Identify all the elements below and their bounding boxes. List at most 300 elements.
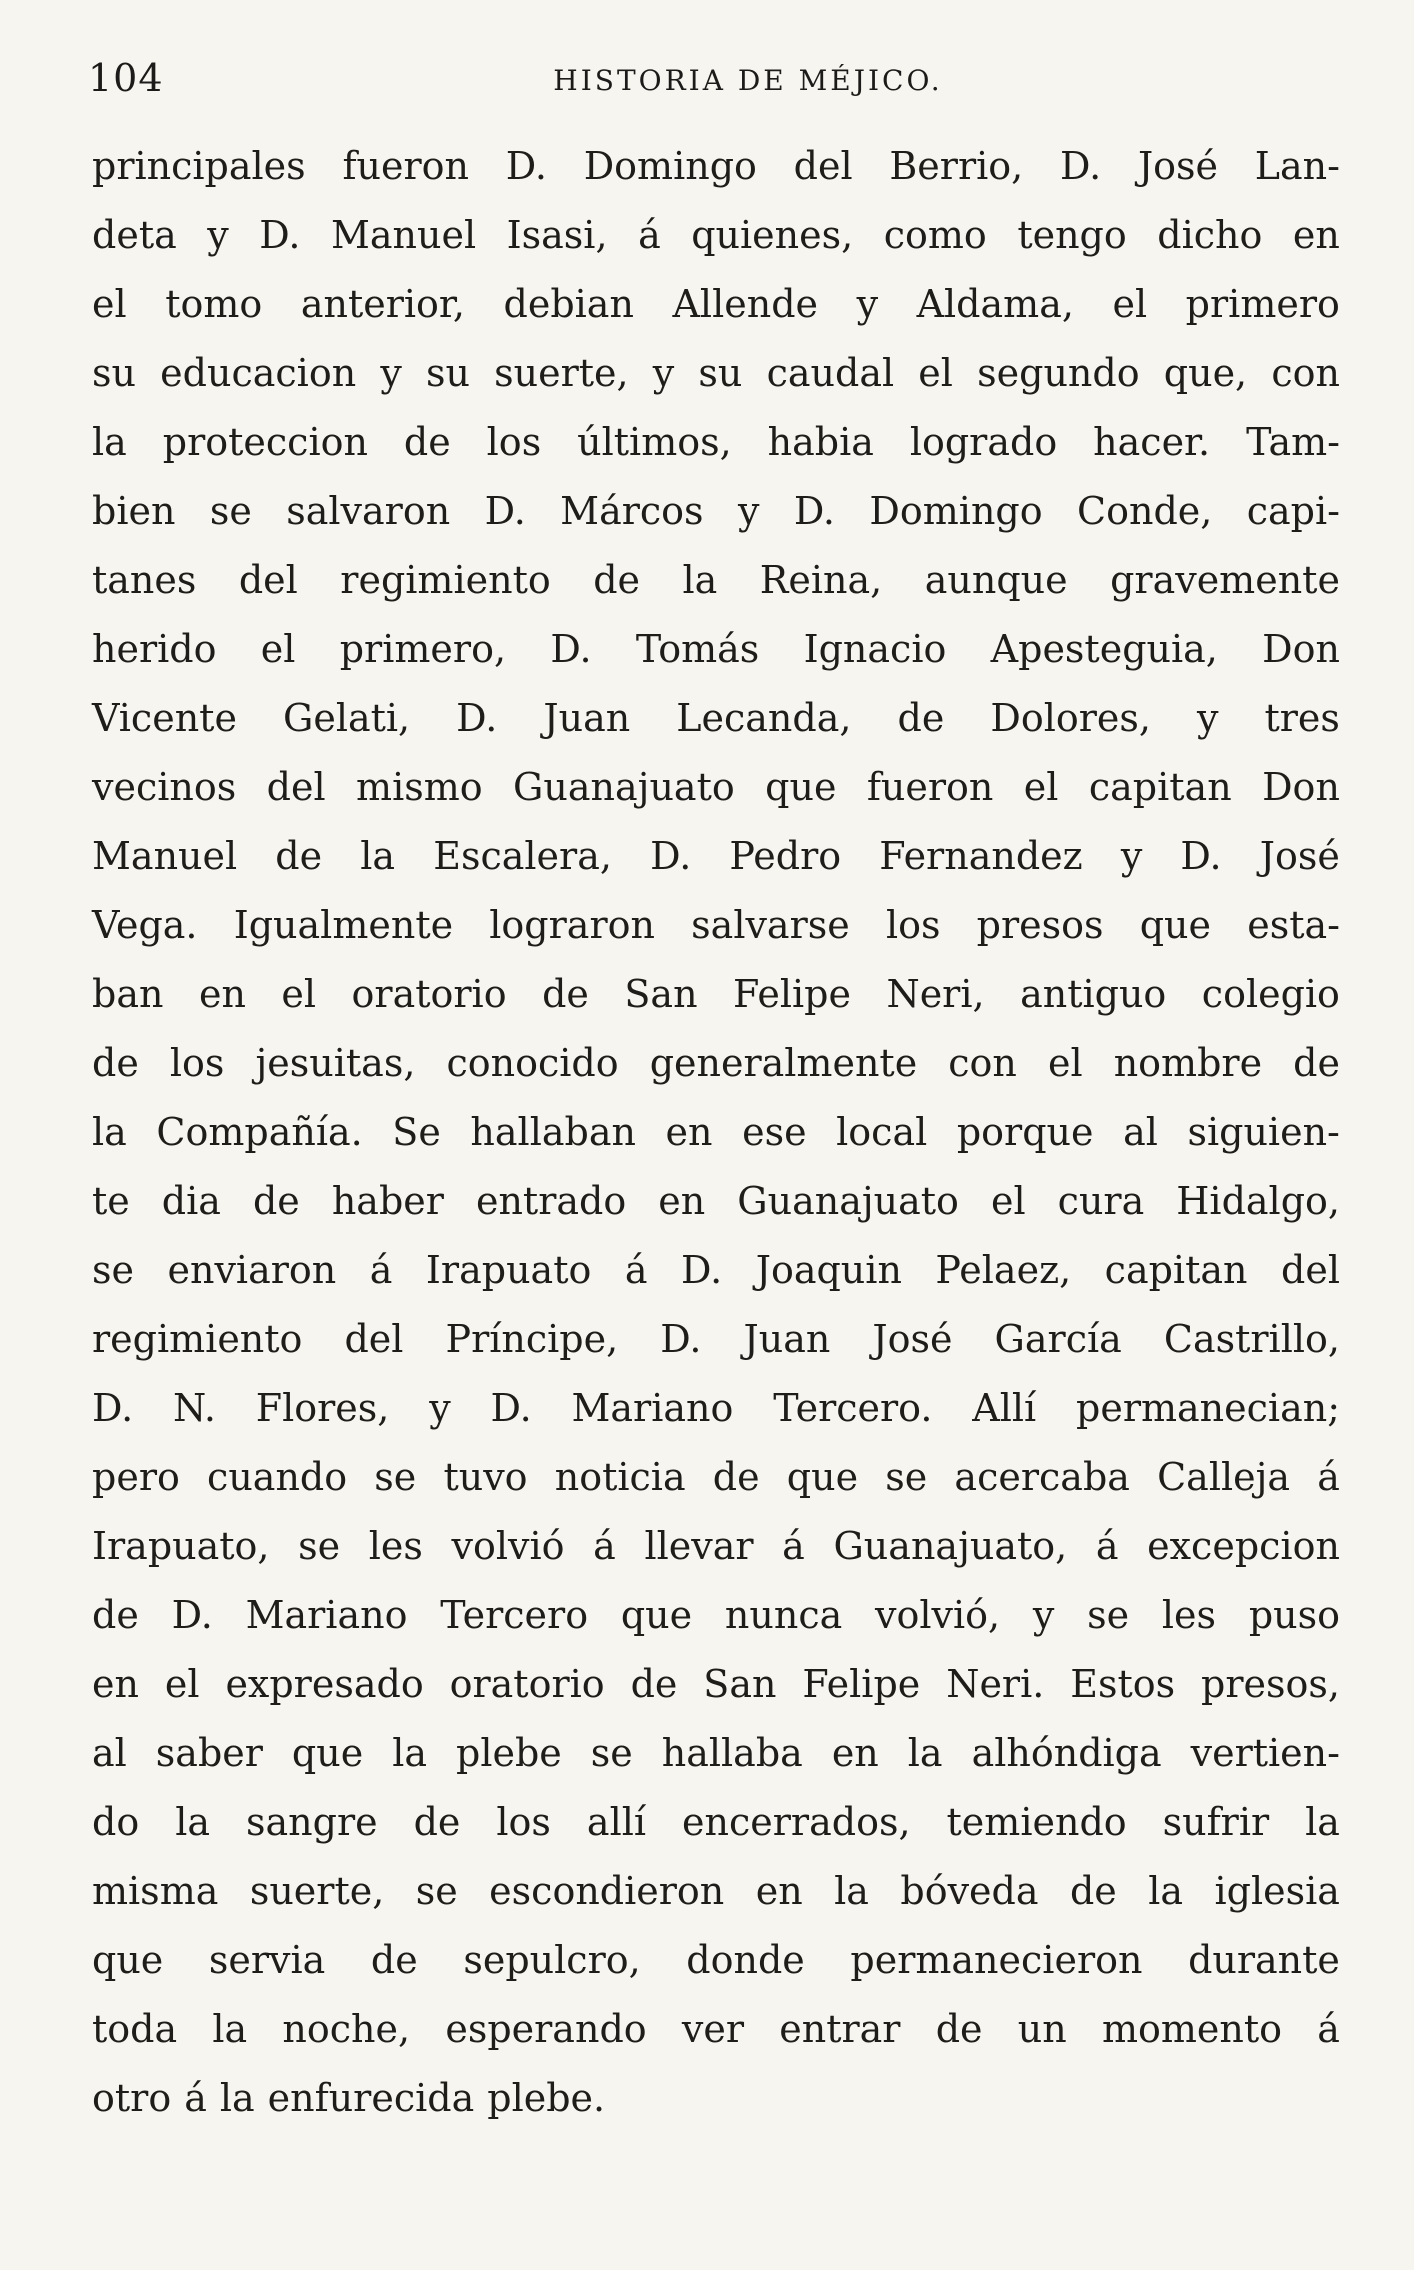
word: Berrio, <box>889 144 1024 188</box>
word: noticia <box>554 1455 686 1499</box>
word: Compañía. <box>156 1110 363 1154</box>
text-line <box>92 1995 1340 2064</box>
word: haber <box>331 1179 444 1223</box>
word: de <box>403 420 451 464</box>
word: durante <box>1188 1938 1340 1982</box>
word: les <box>368 1524 423 1568</box>
word: iglesia <box>1214 1869 1340 1913</box>
word: servia <box>208 1938 326 1982</box>
word: y <box>1032 1593 1055 1637</box>
word: que <box>620 1593 693 1637</box>
word: Lecanda, <box>676 696 852 740</box>
text-line <box>92 1719 1340 1788</box>
word: esperando <box>445 2007 647 2051</box>
word: y <box>1197 696 1219 740</box>
word: de <box>1069 1869 1117 1913</box>
word: del <box>344 1317 404 1361</box>
word: Pedro <box>729 834 842 878</box>
word: aunque <box>924 558 1068 602</box>
word: D. <box>490 1386 532 1430</box>
word: en <box>658 1179 706 1223</box>
word: D. <box>650 834 692 878</box>
word: al <box>92 1731 127 1775</box>
word: te <box>92 1179 130 1223</box>
word: del <box>266 765 326 809</box>
word: Felipe <box>733 972 851 1016</box>
word: y <box>380 351 402 395</box>
word: Allende <box>672 282 819 326</box>
text-line <box>92 546 1340 615</box>
word: debian <box>503 282 634 326</box>
word: tanes <box>92 558 197 602</box>
word: fueron <box>866 765 994 809</box>
word: el <box>281 972 317 1016</box>
word: proteccion <box>162 420 368 464</box>
word: Hidalgo, <box>1176 1179 1340 1223</box>
word: su <box>698 351 743 395</box>
word: excepcion <box>1147 1524 1340 1568</box>
text-line <box>92 1443 1340 1512</box>
word: Juan <box>743 1317 831 1361</box>
word: expresado <box>225 1662 424 1706</box>
word: Tercero <box>440 1593 589 1637</box>
word: Igualmente <box>233 903 454 947</box>
word: Escalera, <box>433 834 612 878</box>
word: Neri, <box>886 972 985 1016</box>
word: Conde, <box>1077 489 1213 533</box>
word: Manuel <box>330 213 477 257</box>
word: caudal <box>766 351 895 395</box>
word: primero <box>1185 282 1340 326</box>
word: y <box>737 489 760 533</box>
word: saber <box>155 1731 263 1775</box>
body-text <box>92 132 1340 2133</box>
word: de <box>630 1662 678 1706</box>
word: Don <box>1262 627 1340 671</box>
word: Apesteguia, <box>990 627 1218 671</box>
word: principales <box>92 144 306 188</box>
word: en <box>665 1110 713 1154</box>
word: Tam- <box>1246 420 1340 464</box>
word: D. <box>1180 834 1222 878</box>
word: en <box>831 1731 879 1775</box>
word: Gelati, <box>282 696 411 740</box>
word: cura <box>1057 1179 1145 1223</box>
word: D. <box>456 696 498 740</box>
word: Irapuato <box>425 1248 592 1292</box>
text-line <box>92 1167 1340 1236</box>
text-line <box>92 1788 1340 1857</box>
word: y <box>429 1386 451 1430</box>
word: de <box>935 2007 983 2051</box>
word: y <box>1120 834 1143 878</box>
word: á <box>624 1248 648 1292</box>
text-line <box>92 339 1340 408</box>
word: regimiento <box>92 1317 303 1361</box>
word: el <box>918 351 953 395</box>
word: misma <box>92 1869 219 1913</box>
word: del <box>238 558 298 602</box>
word: al <box>1123 1110 1158 1154</box>
word: se <box>374 1455 417 1499</box>
word: como <box>883 213 987 257</box>
word: plebe <box>456 1731 562 1775</box>
word: tengo <box>1017 213 1127 257</box>
word: los <box>486 420 542 464</box>
word: á <box>184 2076 207 2120</box>
word: generalmente <box>649 1041 918 1085</box>
text-line <box>92 1650 1340 1719</box>
word: la <box>92 1110 127 1154</box>
text-line <box>92 477 1340 546</box>
word: gravemente <box>1110 558 1340 602</box>
word: dia <box>161 1179 221 1223</box>
word: Mariano <box>245 1593 408 1637</box>
text-line <box>92 1236 1340 1305</box>
word: Ignacio <box>803 627 947 671</box>
word: hallaba <box>661 1731 803 1775</box>
word: Márcos <box>560 489 704 533</box>
word: D. <box>484 489 526 533</box>
word: de <box>275 834 323 878</box>
word: un <box>1017 2007 1067 2051</box>
word: oratorio <box>351 972 507 1016</box>
word: los <box>885 903 941 947</box>
word: de <box>252 1179 300 1223</box>
word: el <box>260 627 296 671</box>
word: Aldama, <box>916 282 1074 326</box>
word: donde <box>686 1938 805 1982</box>
word: ban <box>92 972 164 1016</box>
word: de <box>593 558 641 602</box>
text-line <box>92 1098 1340 1167</box>
word: Vega. <box>92 903 198 947</box>
word: logrado <box>909 420 1058 464</box>
word: Guanajuato <box>737 1179 959 1223</box>
word: García <box>994 1317 1122 1361</box>
word: bien <box>92 489 176 533</box>
word: se <box>590 1731 633 1775</box>
word: con <box>948 1041 1017 1085</box>
word: se <box>209 489 252 533</box>
word: Pelaez, <box>935 1248 1072 1292</box>
word: entrar <box>779 2007 901 2051</box>
word: ese <box>742 1110 807 1154</box>
word: habia <box>767 420 874 464</box>
word: en <box>755 1869 803 1913</box>
word: se <box>298 1524 341 1568</box>
word: Reina, <box>759 558 883 602</box>
word: en <box>92 1662 139 1706</box>
word: últimos, <box>577 420 732 464</box>
word: el <box>1023 765 1059 809</box>
word: sepulcro, <box>463 1938 641 1982</box>
word: do <box>92 1800 140 1844</box>
word: la <box>682 558 718 602</box>
word: de <box>1293 1041 1340 1085</box>
word: suerte, <box>494 351 629 395</box>
word: su <box>425 351 470 395</box>
word: en <box>1292 213 1340 257</box>
text-line <box>92 753 1340 822</box>
word: oratorio <box>449 1662 605 1706</box>
word: su <box>92 351 136 395</box>
word: llevar <box>644 1524 754 1568</box>
word: regimiento <box>340 558 551 602</box>
word: cuando <box>207 1455 348 1499</box>
word: hallaban <box>470 1110 636 1154</box>
word: esta- <box>1247 903 1340 947</box>
running-head <box>88 56 1338 116</box>
word: á <box>638 213 661 257</box>
word: el <box>1047 1041 1083 1085</box>
word: enviaron <box>167 1248 337 1292</box>
text-line <box>92 408 1340 477</box>
word: á <box>782 1524 805 1568</box>
word: deta <box>92 213 177 257</box>
word: la <box>1148 1869 1184 1913</box>
word: á <box>593 1524 616 1568</box>
text-line <box>92 891 1340 960</box>
word: entrado <box>475 1179 627 1223</box>
word: tres <box>1264 696 1340 740</box>
word: se <box>92 1248 134 1292</box>
word: los <box>496 1800 551 1844</box>
text-line <box>92 1512 1340 1581</box>
word: primero, <box>339 627 507 671</box>
word: educacion <box>160 351 357 395</box>
word: la <box>219 2076 255 2120</box>
word: salvaron <box>286 489 451 533</box>
text-line <box>92 1029 1340 1098</box>
word: con <box>1271 351 1340 395</box>
word: del <box>1281 1248 1340 1292</box>
word: Fernandez <box>879 834 1083 878</box>
word: sufrir <box>1162 1800 1270 1844</box>
word: Mariano <box>571 1386 734 1430</box>
word: D. <box>259 213 301 257</box>
word: el <box>92 282 127 326</box>
word: herido <box>92 627 217 671</box>
text-line <box>92 1857 1340 1926</box>
word: colegio <box>1201 972 1340 1016</box>
word: se <box>885 1455 928 1499</box>
word: á <box>1317 2007 1340 2051</box>
word: Neri. <box>946 1662 1045 1706</box>
text-line <box>92 960 1340 1029</box>
word: Se <box>392 1110 441 1154</box>
word: la <box>175 1800 210 1844</box>
word: Irapuato, <box>92 1524 270 1568</box>
word: la <box>212 2007 248 2051</box>
word: quienes, <box>691 213 854 257</box>
word: D. <box>505 144 547 188</box>
word: de <box>92 1041 139 1085</box>
word: suerte, <box>249 1869 385 1913</box>
word: la <box>92 420 127 464</box>
word: la <box>907 1731 943 1775</box>
word: D. <box>660 1317 702 1361</box>
word: Joaquin <box>755 1248 902 1292</box>
word: jesuitas, <box>255 1041 416 1085</box>
text-line <box>92 132 1340 201</box>
word: salvarse <box>691 903 850 947</box>
text-line <box>92 1926 1340 1995</box>
word: porque <box>956 1110 1094 1154</box>
word: la <box>392 1731 428 1775</box>
word: puso <box>1248 1593 1340 1637</box>
word: capitan <box>1104 1248 1248 1292</box>
word: Príncipe, <box>445 1317 619 1361</box>
word: Allí <box>972 1386 1037 1430</box>
word: Felipe <box>802 1662 921 1706</box>
word: tomo <box>165 282 263 326</box>
word: ver <box>681 2007 745 2051</box>
word: la <box>834 1869 869 1913</box>
word: temiendo <box>946 1800 1127 1844</box>
text-line <box>92 270 1340 339</box>
word: pero <box>92 1455 180 1499</box>
word: el <box>164 1662 200 1706</box>
word: capitan <box>1088 765 1232 809</box>
word: N. <box>173 1386 216 1430</box>
word: que <box>786 1455 859 1499</box>
word: les <box>1161 1593 1217 1637</box>
word: los <box>169 1041 225 1085</box>
word: permanecian; <box>1076 1386 1340 1430</box>
word: D. <box>1059 144 1102 188</box>
word: segundo <box>977 351 1140 395</box>
word: Domingo <box>583 144 757 188</box>
word: José <box>1137 144 1219 188</box>
word: el <box>990 1179 1026 1223</box>
word: que <box>92 1938 164 1982</box>
text-line <box>92 1305 1340 1374</box>
word: enfurecida <box>267 2076 475 2120</box>
word: hacer. <box>1093 420 1211 464</box>
word: allí <box>586 1800 647 1844</box>
word: que <box>1139 903 1212 947</box>
word: y <box>856 282 879 326</box>
word: otro <box>92 2076 172 2120</box>
page-number: 104 <box>88 56 164 100</box>
word: que <box>291 1731 364 1775</box>
word: de <box>897 696 945 740</box>
word: del <box>793 144 853 188</box>
word: Don <box>1262 765 1340 809</box>
word: nombre <box>1113 1041 1263 1085</box>
word: á <box>1095 1524 1119 1568</box>
word: de <box>712 1455 760 1499</box>
text-line <box>92 2064 1340 2133</box>
word: que, <box>1163 351 1248 395</box>
word: vertien- <box>1190 1731 1340 1775</box>
word: de <box>542 972 589 1016</box>
word: de <box>413 1800 461 1844</box>
word: y <box>207 213 229 257</box>
word: José <box>1259 834 1340 878</box>
word: de <box>370 1938 418 1982</box>
word: plebe. <box>487 2076 606 2120</box>
word: en <box>198 972 246 1016</box>
word: Vicente <box>92 696 237 740</box>
word: vecinos <box>92 765 237 809</box>
word: Flores, <box>255 1386 390 1430</box>
word: la <box>1305 1800 1340 1844</box>
word: noche, <box>282 2007 411 2051</box>
word: encerrados, <box>682 1800 911 1844</box>
word: fueron <box>342 144 469 188</box>
word: Tomás <box>635 627 760 671</box>
word: D. <box>550 627 592 671</box>
word: volvió, <box>875 1593 1001 1637</box>
word: D. <box>92 1386 134 1430</box>
word: volvió <box>451 1524 565 1568</box>
word: Castrillo, <box>1163 1317 1340 1361</box>
word: acercaba <box>954 1455 1130 1499</box>
running-title: HISTORIA DE MÉJICO. <box>553 64 943 97</box>
word: D. <box>793 489 836 533</box>
text-line <box>92 1374 1340 1443</box>
word: de <box>92 1593 139 1637</box>
text-line <box>92 822 1340 891</box>
word: antiguo <box>1020 972 1167 1016</box>
word: escondieron <box>489 1869 725 1913</box>
word: San <box>703 1662 777 1706</box>
word: bóveda <box>900 1869 1039 1913</box>
word: siguien- <box>1187 1110 1340 1154</box>
word: lograron <box>489 903 655 947</box>
word: tuvo <box>443 1455 528 1499</box>
word: Lan- <box>1254 144 1340 188</box>
text-line <box>92 684 1340 753</box>
word: Tercero. <box>773 1386 933 1430</box>
word: Juan <box>543 696 631 740</box>
word: y <box>652 351 675 395</box>
word: local <box>836 1110 928 1154</box>
word: Manuel <box>92 834 238 878</box>
word: presos, <box>1201 1662 1340 1706</box>
word: D. <box>171 1593 213 1637</box>
word: José <box>872 1317 953 1361</box>
word: capi- <box>1246 489 1340 533</box>
word: á <box>1317 1455 1340 1499</box>
word: conocido <box>446 1041 619 1085</box>
word: Isasi, <box>506 213 608 257</box>
word: permanecieron <box>850 1938 1143 1982</box>
word: se <box>415 1869 458 1913</box>
word: D. <box>681 1248 723 1292</box>
word: se <box>1087 1593 1130 1637</box>
word: mismo <box>356 765 483 809</box>
word: Estos <box>1070 1662 1176 1706</box>
word: alhóndiga <box>971 1731 1162 1775</box>
word: el <box>1112 282 1148 326</box>
word: anterior, <box>300 282 465 326</box>
word: Domingo <box>869 489 1043 533</box>
word: San <box>624 972 698 1016</box>
text-line <box>92 1581 1340 1650</box>
word: sangre <box>245 1800 378 1844</box>
word: que <box>765 765 837 809</box>
word: la <box>360 834 396 878</box>
word: toda <box>92 2007 178 2051</box>
word: Dolores, <box>990 696 1151 740</box>
word: Calleja <box>1157 1455 1291 1499</box>
word: dicho <box>1157 213 1263 257</box>
word: Guanajuato <box>513 765 735 809</box>
text-line <box>92 615 1340 684</box>
